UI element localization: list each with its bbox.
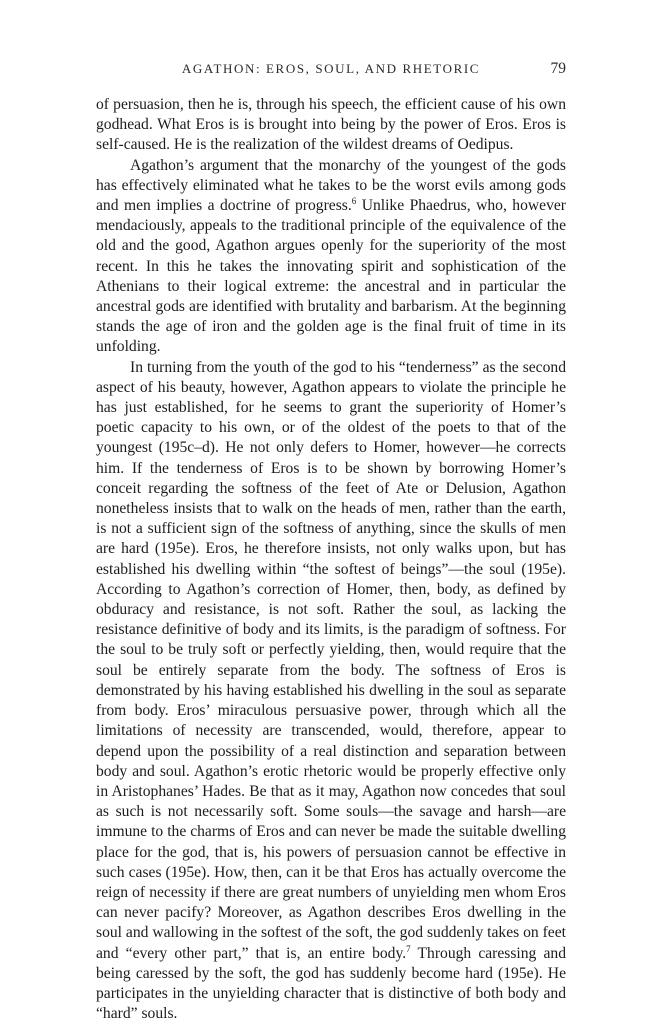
paragraph-1 [96, 95, 566, 156]
paragraph-2 [96, 156, 566, 358]
paragraph-text: Unlike Phaedrus, who, however mendaciously, appeals to the traditional principle of the equivalence of the old and the good, Agathon argues openly for the superiority of the most recent. In this he takes the innovating spirit and sophistication of the Athenians to their logical extreme: the ancestral and in particular the ancestral gods are identified with brutality and barbarism. At the beginning stands the age of iron and the golden age is the final fruit of time in its unfolding. [96, 197, 566, 356]
running-title: AGATHON: EROS, SOUL, AND RHETORIC [181, 61, 481, 76]
paragraph-text: Agathon’s argument that the monarchy of the youngest of the gods has effectively eliminated what he takes to be the worst evils among gods and men implies a doctrine of progress. [96, 156, 566, 215]
paragraph-3 [96, 358, 566, 1024]
running-head [96, 59, 566, 79]
paragraph-text: Through caressing and being caressed by the soft, the god has suddenly become hard (195e). He participates in the unyielding character that is distinctive of both body and “hard” souls. [96, 944, 566, 1023]
paragraph-text: In turning from the youth of the god to his “tenderness” as the second aspect of his beauty, however, Agathon appears to violate the principle he has just established, for he seems to grant the superiority of Homer’s poetic capacity to his own, or of the oldest of the poets to that of the youngest (195c–d). He not only defers to Homer, however—he corrects him. If the tenderness of Eros is to be shown by borrowing Homer’s conceit regarding the softness of the feet of Ate or Delusion, Agathon nonetheless insists that to walk on the heads of men, rather than the earth, is not a sufficient sign of the softness of anything, since the skulls of men are hard (195e). Eros, he therefore insists, not only walks upon, but has established his dwelling within “the softest of beings”—the soul (195e). According to Agathon’s correction of Homer, then, body, as defined by obduracy and resistance, is not soft. Rather the soul, as lacking the resistance definitive of body and its limits, is the paradigm of softness. For the soul to be truly soft or perfectly yielding, then, would require that the soul be entirely separate from the body. The softness of Eros is demonstrated by his having established his dwelling in the soul as separate from body. Eros’ miraculous persuasive power, through which all the limitations of necessity are transcended, would, therefore, appear to depend upon the possibility of a real distinction and separation between body and soul. Agathon’s erotic rhetoric would be properly effective only in Aristophanes’ Hades. Be that as it may, Agathon now concedes that soul as such is not necessarily soft. Some souls—the savage and harsh—are immune to the charms of Eros and can never be made the suitable dwelling place for the god, that is, his powers of persuasion cannot be effective in such cases (195e). How, then, can it be that Eros has actually overcome the reign of necessity if there are great numbers of unyielding men whom Eros can never pacify? Moreover, as Agathon describes Eros dwelling in the soul and wallowing in the softest of the soft, the god suddenly takes on feet and “every other part,” that is, an entire body. [96, 358, 566, 962]
footnote-marker-7[interactable]: 7 [406, 943, 411, 954]
paragraph-text: of persuasion, then he is, through his speech, the efficient cause of his own godhead. What Eros is is brought into being by the power of Eros. Eros is self-caused. He is the realization of the wildest dreams of Oedipus. [96, 96, 566, 154]
footnote-marker-6[interactable]: 6 [351, 196, 357, 207]
body-text [96, 95, 566, 1024]
page-number: 79 [550, 60, 566, 77]
